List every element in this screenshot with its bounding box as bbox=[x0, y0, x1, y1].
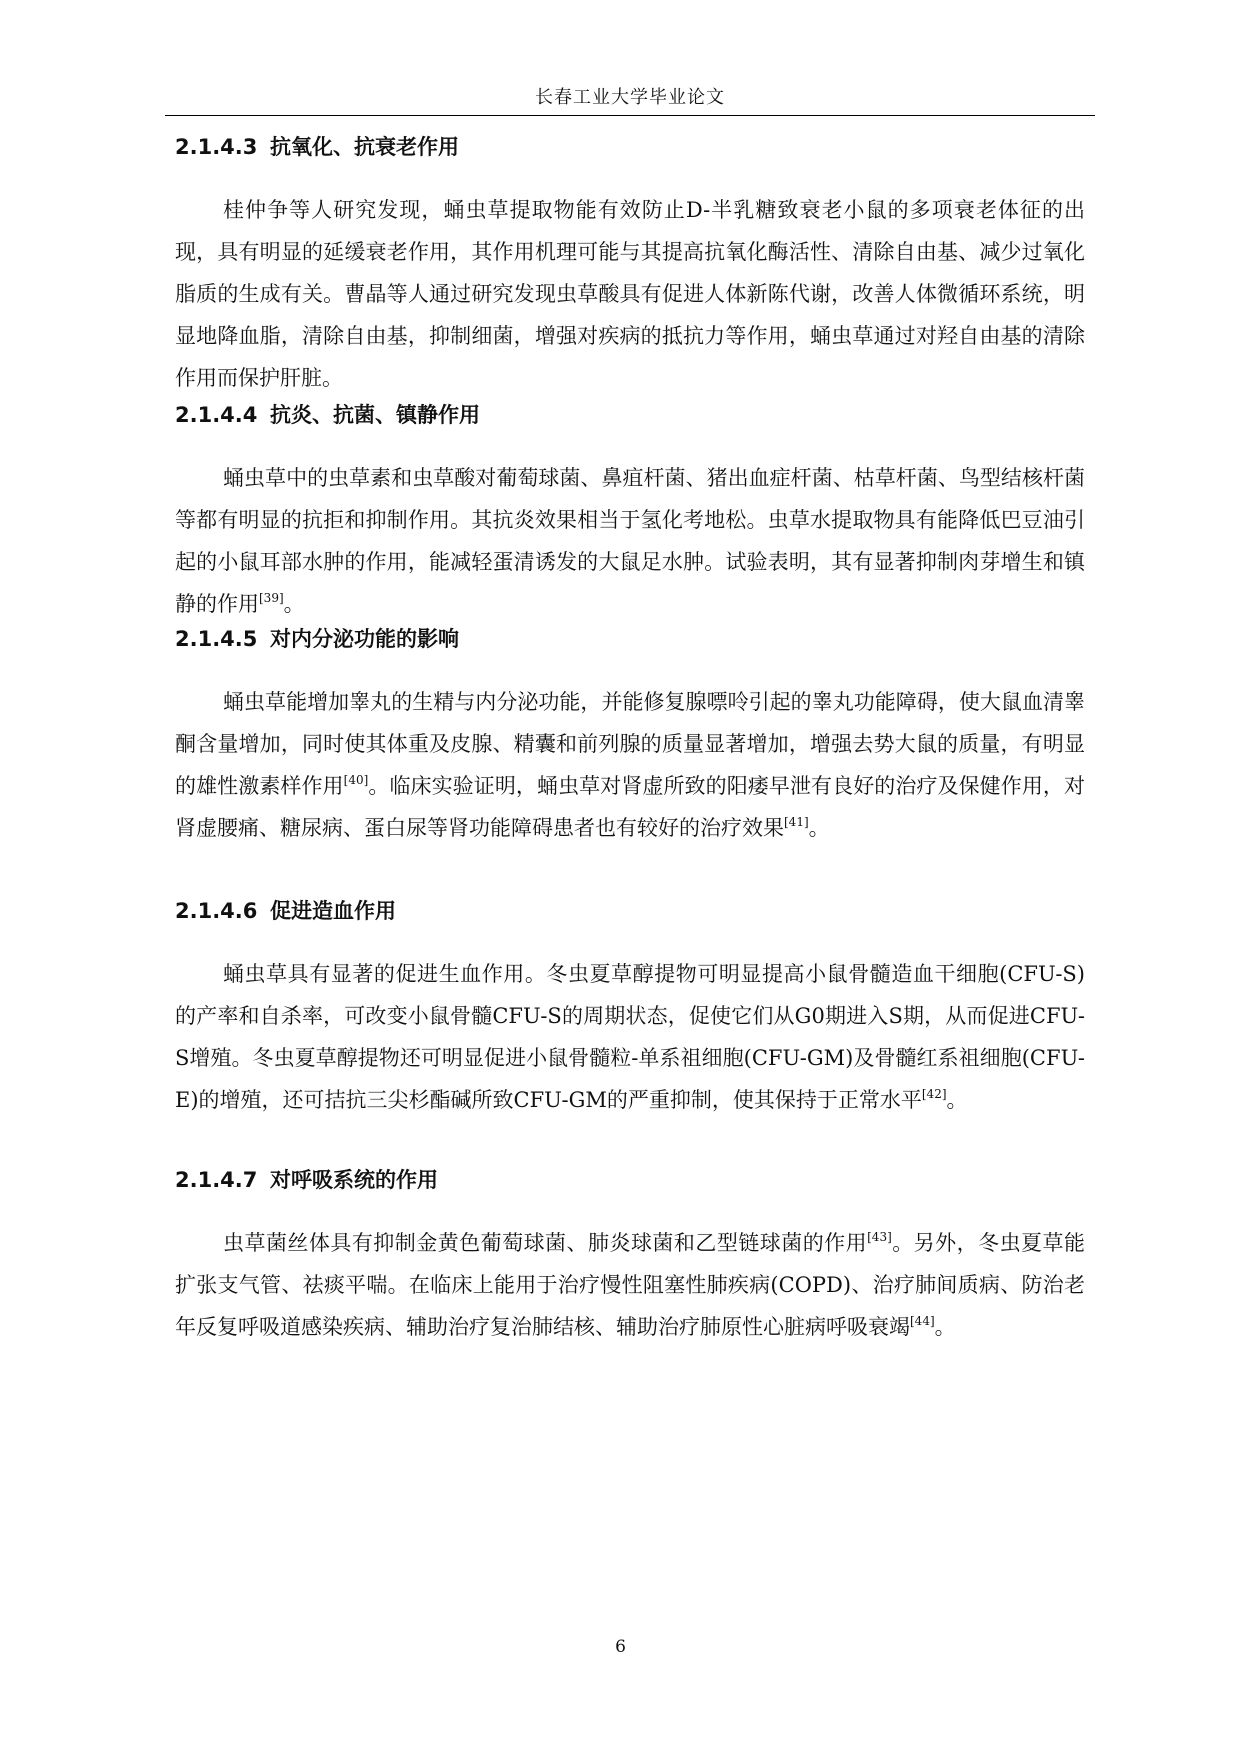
citation-ref: [39] bbox=[259, 591, 284, 605]
citation-ref: [41] bbox=[784, 815, 809, 829]
section-paragraph bbox=[175, 681, 1085, 849]
section-number: 2.1.4.6 bbox=[175, 899, 258, 923]
section-number: 2.1.4.5 bbox=[175, 627, 258, 651]
section-heading bbox=[175, 401, 1085, 429]
section-title: 对呼吸系统的作用 bbox=[270, 1168, 438, 1192]
section-2-1-4-3 bbox=[175, 133, 1085, 399]
section-number: 2.1.4.7 bbox=[175, 1168, 258, 1192]
section-paragraph bbox=[175, 953, 1085, 1121]
section-heading bbox=[175, 625, 1085, 653]
section-heading bbox=[175, 133, 1085, 161]
running-header: 长春工业大学毕业论文 bbox=[535, 87, 725, 108]
paragraph-text: 桂仲争等人研究发现，蛹虫草提取物能有效防止D-半乳糖致衰老小鼠的多项衰老体征的出现，具有明显的延缓衰老作用，其作用机理可能与其提高抗氧化酶活性、清除自由基、减少过氧化脂质的生成有关。曹晶等人通过研究发现虫草酸具有促进人体新陈代谢，改善人体微循环系统，明显地降血脂，清除自由基，抑制细菌，增强对疾病的抵抗力等作用，蛹虫草通过对羟自由基的清除作用而保护肝脏。 bbox=[175, 198, 1085, 390]
section-paragraph bbox=[175, 189, 1085, 399]
paragraph-tail: 。 bbox=[283, 592, 305, 616]
paragraph-tail: 。 bbox=[808, 816, 830, 840]
section-2-1-4-6 bbox=[175, 897, 1085, 1121]
section-paragraph bbox=[175, 457, 1085, 625]
section-number: 2.1.4.4 bbox=[175, 403, 258, 427]
section-title: 抗氧化、抗衰老作用 bbox=[270, 135, 459, 159]
paragraph-text: 蛹虫草中的虫草素和虫草酸对葡萄球菌、鼻疽杆菌、猪出血症杆菌、枯草杆菌、鸟型结核杆菌等都有明显的抗拒和抑制作用。其抗炎效果相当于氢化考地松。虫草水提取物具有能降低巴豆油引起的小鼠耳部水肿的作用，能减轻蛋清诱发的大鼠足水肿。试验表明，其有显著抑制肉芽增生和镇静的作用 bbox=[175, 466, 1085, 616]
section-title: 促进造血作用 bbox=[270, 899, 396, 923]
citation-ref: [42] bbox=[921, 1087, 947, 1101]
page-number: 6 bbox=[615, 1637, 626, 1657]
paragraph-text: 。临床实验证明，蛹虫草对肾虚所致的阳痿早泄有良好的治疗及保健作用，对肾虚腰痛、糖尿病、蛋白尿等肾功能障碍患者也有较好的治疗效果 bbox=[175, 774, 1085, 840]
section-title: 抗炎、抗菌、镇静作用 bbox=[270, 403, 480, 427]
paragraph-tail: 。 bbox=[934, 1315, 956, 1339]
paragraph-text: 。另外，冬虫夏草能扩张支气管、祛痰平喘。在临床上能用于治疗慢性阻塞性肺疾病(COPD)、治疗肺间质病、防治老年反复呼吸道感染疾病、辅助治疗复治肺结核、辅助治疗肺原性心脏病呼吸衰竭 bbox=[175, 1231, 1086, 1339]
section-title: 对内分泌功能的影响 bbox=[270, 627, 459, 651]
citation-ref: [44] bbox=[910, 1314, 935, 1328]
paragraph-text: 虫草菌丝体具有抑制金黄色葡萄球菌、肺炎球菌和乙型链球菌的作用 bbox=[223, 1231, 868, 1255]
section-number: 2.1.4.3 bbox=[175, 135, 258, 159]
paragraph-text: 蛹虫草能增加睾丸的生精与内分泌功能，并能修复腺嘌呤引起的睾丸功能障碍，使大鼠血清睾酮含量增加，同时使其体重及皮腺、精囊和前列腺的质量显著增加，增强去势大鼠的质量，有明显的雄性激素样作用 bbox=[175, 690, 1085, 798]
paragraph-text: 蛹虫草具有显著的促进生血作用。冬虫夏草醇提物可明显提高小鼠骨髓造血干细胞(CFU-S)的产率和自杀率，可改变小鼠骨髓CFU-S的周期状态，促使它们从G0期进入S期，从而促进CFU-S增殖。冬虫夏草醇提物还可明显促进小鼠骨髓粒-单系祖细胞(CFU-GM)及骨髓红系祖细胞(CFU-E)的增殖，还可拮抗三尖杉酯碱所致CFU-GM的严重抑制，使其保持于正常水平 bbox=[175, 962, 1085, 1112]
citation-ref: [40] bbox=[343, 773, 369, 787]
section-2-1-4-7 bbox=[175, 1166, 1085, 1348]
section-paragraph bbox=[175, 1222, 1085, 1348]
section-heading bbox=[175, 1166, 1085, 1194]
section-heading bbox=[175, 897, 1085, 925]
header-rule bbox=[165, 115, 1095, 116]
paragraph-tail: 。 bbox=[946, 1088, 968, 1112]
section-2-1-4-5 bbox=[175, 625, 1085, 849]
citation-ref: [43] bbox=[867, 1230, 892, 1244]
section-2-1-4-4 bbox=[175, 401, 1085, 625]
